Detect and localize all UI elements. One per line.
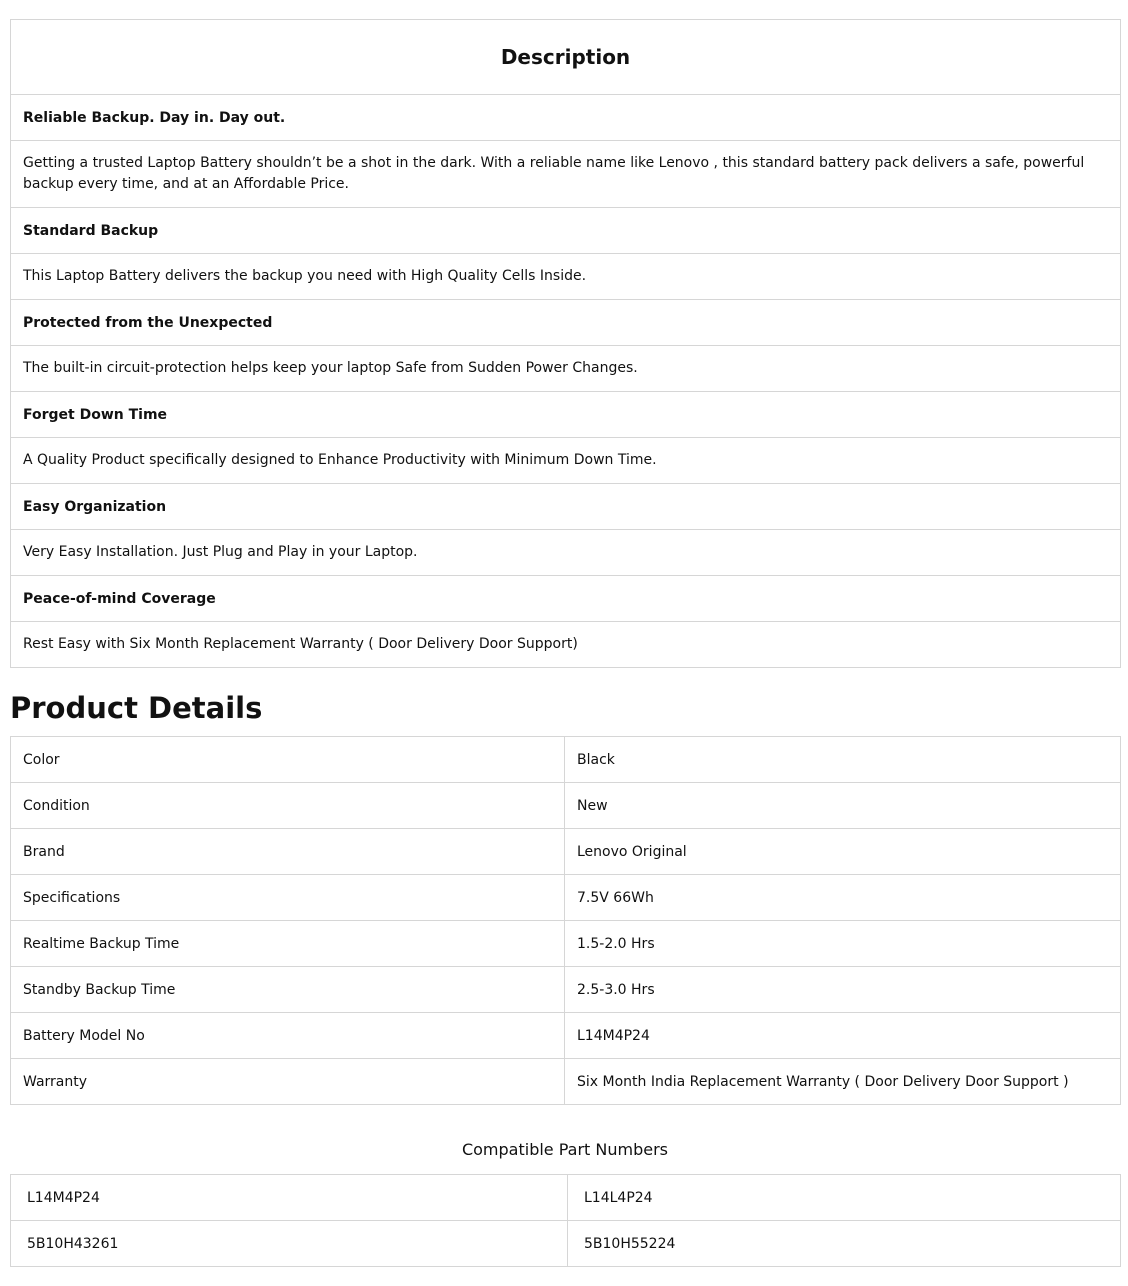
product-details-title: Product Details: [10, 691, 263, 725]
product-details-table: [10, 736, 1121, 1105]
section-heading: Peace-of-mind Coverage: [11, 576, 1121, 622]
section-body: Getting a trusted Laptop Battery shouldn’t be a shot in the dark. With a reliable name like Lenovo , this standard battery pack delivers a safe, powerful backup every time, and at an Affordable Price.: [11, 141, 1121, 208]
table-row: [11, 1059, 1121, 1105]
table-row: [11, 783, 1121, 829]
section-heading: Protected from the Unexpected: [11, 300, 1121, 346]
detail-label: Battery Model No: [11, 1013, 565, 1059]
table-row: [11, 875, 1121, 921]
section-heading: Reliable Backup. Day in. Day out.: [11, 95, 1121, 141]
table-row: [11, 967, 1121, 1013]
detail-value: 2.5-3.0 Hrs: [565, 967, 1121, 1013]
compatible-part-numbers-table: [10, 1174, 1121, 1267]
detail-label: Warranty: [11, 1059, 565, 1105]
part-number: 5B10H43261: [11, 1221, 568, 1267]
detail-value: L14M4P24: [565, 1013, 1121, 1059]
table-row: [11, 1221, 1121, 1267]
table-row: [11, 1175, 1121, 1221]
section-body: Very Easy Installation. Just Plug and Play in your Laptop.: [11, 530, 1121, 576]
detail-label: Standby Backup Time: [11, 967, 565, 1013]
detail-label: Specifications: [11, 875, 565, 921]
table-row: [11, 829, 1121, 875]
section-body: The built-in circuit-protection helps keep your laptop Safe from Sudden Power Changes.: [11, 346, 1121, 392]
section-heading: Standard Backup: [11, 208, 1121, 254]
detail-value: New: [565, 783, 1121, 829]
detail-label: Color: [11, 737, 565, 783]
detail-value: Black: [565, 737, 1121, 783]
section-body: This Laptop Battery delivers the backup you need with High Quality Cells Inside.: [11, 254, 1121, 300]
part-number: L14L4P24: [568, 1175, 1121, 1221]
table-row: [11, 1013, 1121, 1059]
section-heading: Easy Organization: [11, 484, 1121, 530]
description-title: Description: [11, 20, 1121, 95]
compatible-part-numbers-title: Compatible Part Numbers: [461, 1140, 669, 1159]
table-row: [11, 737, 1121, 783]
section-body: A Quality Product specifically designed to Enhance Productivity with Minimum Down Time.: [11, 438, 1121, 484]
detail-value: 7.5V 66Wh: [565, 875, 1121, 921]
detail-label: Realtime Backup Time: [11, 921, 565, 967]
detail-label: Brand: [11, 829, 565, 875]
description-table: [10, 19, 1121, 668]
part-number: 5B10H55224: [568, 1221, 1121, 1267]
detail-label: Condition: [11, 783, 565, 829]
table-row: [11, 921, 1121, 967]
part-number: L14M4P24: [11, 1175, 568, 1221]
section-heading: Forget Down Time: [11, 392, 1121, 438]
detail-value: Lenovo Original: [565, 829, 1121, 875]
detail-value: 1.5-2.0 Hrs: [565, 921, 1121, 967]
detail-value: Six Month India Replacement Warranty ( Door Delivery Door Support ): [565, 1059, 1121, 1105]
section-body: Rest Easy with Six Month Replacement Warranty ( Door Delivery Door Support): [11, 622, 1121, 668]
